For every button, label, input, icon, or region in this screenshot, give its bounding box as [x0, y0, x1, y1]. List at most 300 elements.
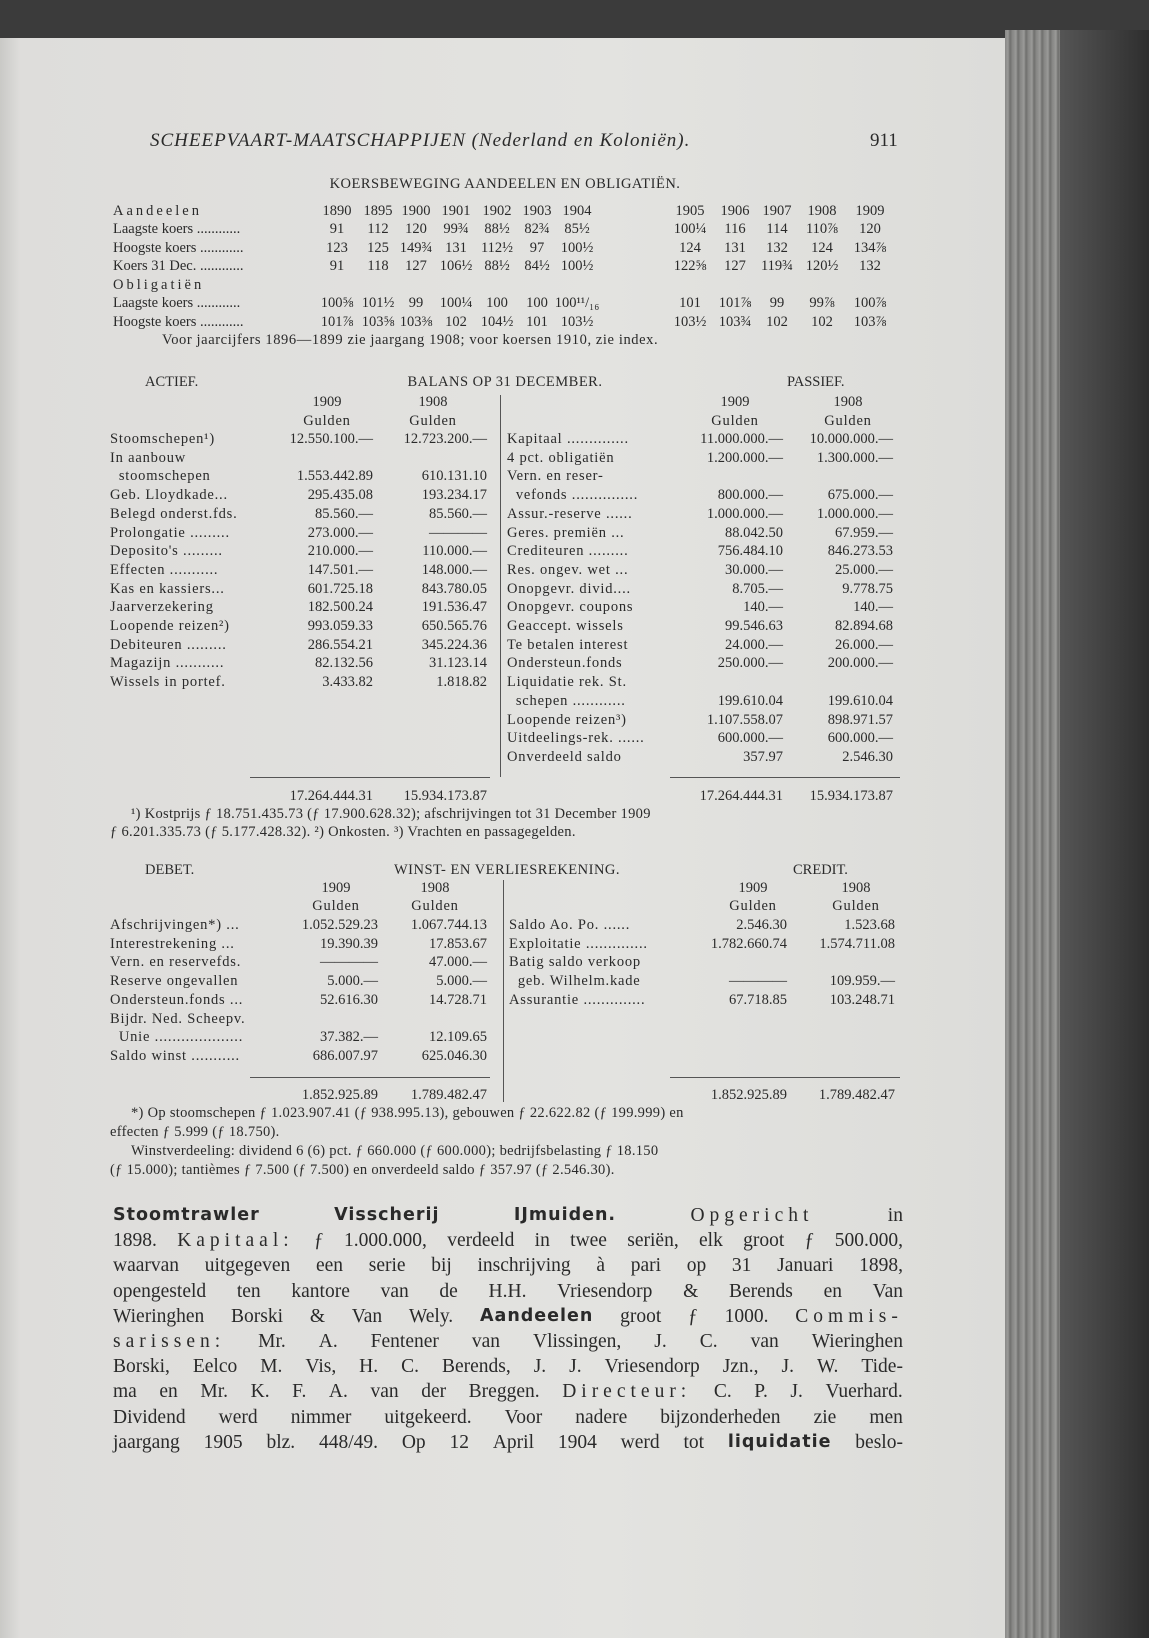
unit-header: Gulden: [711, 413, 759, 429]
koers-row-label: Hoogste koers ............: [113, 313, 244, 330]
koers-value: 132: [766, 239, 788, 256]
article-text: een: [315, 1255, 344, 1277]
actief-row-value-1908: 1.818.82: [436, 674, 487, 691]
article-text: Berends,: [441, 1356, 511, 1378]
passief-row-value-1908: 199.610.04: [827, 692, 893, 709]
total-rule: [670, 777, 900, 778]
total-rule: [250, 1077, 490, 1078]
article-text: pari: [630, 1255, 662, 1277]
credit-row-value-1908: 103.248.71: [829, 991, 895, 1008]
koers-value: 124: [679, 239, 701, 256]
actief-row-value-1909: 993.059.33: [307, 618, 373, 634]
passief-row-value-1909: 357.97: [743, 748, 783, 765]
article-text: 1905: [203, 1431, 243, 1453]
article-text: A.: [318, 1330, 338, 1352]
article-text: groot: [743, 1230, 785, 1252]
passief-row-label: Liquidatie rek. St.: [507, 674, 627, 691]
article-text: K.: [250, 1381, 270, 1403]
actief-row-value-1908: 31.123.14: [429, 655, 487, 672]
total-rule: [670, 1077, 900, 1078]
koers-value: 100¼: [439, 295, 473, 311]
credit-row-value-1909: 1.782.660.74: [710, 935, 787, 952]
debet-row-value-1909: 1.052.529.23: [301, 917, 378, 933]
debet-row-value-1908: 17.853.67: [429, 935, 487, 952]
debet-row-value-1908: 5.000.—: [436, 973, 487, 990]
actief-row-value-1908: 650.565.76: [421, 618, 487, 634]
passief-row-value-1908: 600.000.—: [827, 730, 893, 747]
year-header: 1908: [418, 394, 448, 410]
year-header: 1908: [833, 394, 863, 410]
actief-row-value-1909: 147.501.—: [307, 561, 373, 578]
article-text: men: [869, 1406, 903, 1428]
article-text: werd: [620, 1431, 660, 1453]
credit-row-value-1908: 1.523.68: [844, 917, 895, 933]
article-text: inschrijving: [477, 1255, 571, 1277]
article-text: beslo-: [855, 1431, 903, 1453]
article-text: van: [750, 1330, 779, 1352]
year-header: 1906: [720, 203, 750, 219]
passief-row-label: Onopgevr. divid....: [507, 580, 631, 597]
article-text: waarvan: [113, 1255, 180, 1277]
koers-value: 119¾: [760, 258, 794, 274]
bold-term: Visscherij: [334, 1205, 440, 1225]
year-header: 1905: [675, 203, 705, 219]
koers-value: 103⅞: [853, 313, 887, 330]
article-text: J.: [533, 1356, 547, 1378]
article-text: &: [683, 1280, 699, 1302]
article-text: Voor: [504, 1406, 543, 1428]
passief-row-value-1909: 140.—: [743, 599, 783, 616]
actief-heading: ACTIEF.: [145, 374, 199, 390]
koers-row-label: Laagste koers ............: [113, 295, 241, 311]
article-text: Eelco: [192, 1356, 238, 1378]
passief-row-value-1909: 30.000.—: [725, 561, 783, 578]
credit-row-value-1908: 1.574.711.08: [819, 935, 895, 952]
koers-value: 114: [766, 221, 788, 237]
koers-value: 99: [408, 295, 424, 311]
article-text: J.: [790, 1381, 803, 1403]
year-header: 1895: [363, 203, 393, 219]
koers-note: Voor jaarcijfers 1896—1899 zie jaargang 1908; voor koersen 1910, zie index.: [162, 332, 659, 348]
koers-value: 116: [724, 221, 746, 237]
koers-value: 100⅞: [853, 295, 887, 311]
koers-value: 97: [529, 239, 545, 256]
article-text: werd: [218, 1406, 258, 1428]
passief-row-value-1909: 88.042.50: [725, 524, 783, 541]
koers-value: 99⅞: [809, 295, 835, 311]
spaced-term: Directeur:: [562, 1381, 692, 1403]
actief-row-label: Belegd onderst.fds.: [110, 505, 238, 522]
koers-value: 124: [811, 239, 833, 256]
credit-total-1909: 1.852.925.89: [710, 1087, 787, 1103]
article-text: in: [534, 1230, 550, 1252]
article-text: 500.000,: [834, 1230, 903, 1252]
spaced-term: Opgericht: [690, 1205, 814, 1226]
credit-row-label: geb. Wilhelm.kade: [509, 973, 641, 990]
passief-row-label: Te betalen interest: [507, 636, 629, 653]
actief-row-value-1908: 843.780.05: [421, 580, 487, 597]
koers-value: 82¾: [524, 221, 550, 237]
koers-value: 85½: [564, 221, 590, 237]
passief-row-value-1908: 26.000.—: [835, 636, 893, 653]
year-header: 1908: [841, 880, 871, 896]
actief-row-label: Debiteuren .........: [110, 636, 227, 653]
actief-row-label: Effecten ...........: [110, 561, 219, 578]
credit-row-value-1909: ————: [729, 973, 787, 990]
passief-row-label: 4 pct. obligatiën: [507, 449, 615, 466]
article-text: C.: [699, 1330, 718, 1352]
debet-row-value-1909: ————: [320, 954, 378, 971]
page-number: 911: [870, 130, 898, 151]
credit-heading: CREDIT.: [793, 862, 848, 878]
column-divider: [503, 880, 504, 1102]
debet-row-label: Ondersteun.fonds ...: [110, 991, 244, 1008]
passief-row-value-1909: 199.610.04: [717, 692, 783, 709]
year-header: 1909: [720, 394, 750, 410]
credit-row-value-1909: 2.546.30: [736, 917, 787, 933]
passief-row-value-1909: 600.000.—: [717, 730, 783, 747]
article-text: Borski,: [113, 1356, 170, 1378]
article-line: [113, 1304, 903, 1329]
passief-row-label: Res. ongev. wet ...: [507, 561, 629, 578]
passief-row-label: Onverdeeld saldo: [507, 748, 622, 765]
actief-row-value-1908: 85.560.—: [429, 505, 487, 522]
year-header: 1902: [482, 203, 512, 219]
passief-row-value-1908: 846.273.53: [827, 543, 893, 560]
passief-row-value-1908: 898.971.57: [827, 711, 893, 728]
koers-value: 127: [405, 258, 427, 274]
article-text: der: [421, 1381, 447, 1403]
article-text: en: [159, 1381, 178, 1403]
passief-row-label: Crediteuren .........: [507, 543, 629, 560]
koers-value: 101: [526, 313, 548, 330]
debet-row-label: Reserve ongevallen: [110, 973, 239, 990]
article-line: [113, 1405, 903, 1430]
article-text: 1.000.000,: [344, 1230, 427, 1252]
spaced-term: Kapitaal:: [177, 1230, 294, 1252]
koers-value: 125: [367, 239, 389, 256]
article-text: in: [887, 1205, 903, 1226]
passief-row-label: Geaccept. wissels: [507, 618, 624, 634]
passief-row-label: Uitdeelings-rek. ......: [507, 730, 645, 747]
winst-footnote: *) Op stoomschepen ƒ 1.023.907.41 (ƒ 938.995.13), gebouwen ƒ 22.622.82 (ƒ 199.999) en: [131, 1105, 684, 1121]
actief-row-value-1908: 345.224.36: [421, 636, 487, 653]
article-text: C.: [401, 1356, 419, 1378]
article-line: [113, 1279, 903, 1304]
article-text: ƒ: [313, 1230, 324, 1252]
koers-value: 101½: [361, 295, 395, 311]
passief-row-value-1908: 140.—: [853, 599, 893, 616]
article-text: A.: [328, 1381, 348, 1403]
actief-row-value-1908: ————: [429, 524, 487, 541]
year-header: 1909: [855, 203, 885, 219]
koers-value: 127: [724, 258, 746, 274]
debet-row-value-1909: 5.000.—: [327, 973, 378, 990]
actief-row-value-1909: 82.132.56: [315, 655, 373, 672]
debet-total-1909: 1.852.925.89: [301, 1087, 378, 1103]
koers-value: 112½: [480, 239, 514, 256]
article-text: opengesteld: [113, 1280, 207, 1302]
debet-row-label: Interestrekening ...: [110, 935, 235, 952]
bold-term: Stoomtrawler: [113, 1205, 260, 1225]
article-text: Vlissingen,: [533, 1330, 622, 1352]
actief-row-value-1909: 3.433.82: [322, 674, 373, 691]
article-text: ten: [236, 1280, 261, 1302]
passief-row-label: Kapitaal ..............: [507, 431, 629, 447]
article-text: Vriesendorp: [557, 1280, 653, 1302]
article-text: van: [370, 1381, 399, 1403]
article-text: 1904: [557, 1431, 597, 1453]
article-text: 12: [449, 1431, 470, 1453]
passief-row-value-1909: 11.000.000.—: [700, 431, 783, 447]
koers-value: 102: [766, 313, 788, 330]
winst-footnote: effecten ƒ 5.999 (ƒ 18.750).: [110, 1124, 280, 1140]
passief-row-value-1908: 25.000.—: [835, 561, 893, 578]
article-line: [113, 1203, 903, 1228]
article-text: bijzonderheden: [660, 1406, 781, 1428]
actief-row-label: Geb. Lloydkade...: [110, 487, 228, 504]
actief-row-label: Stoomschepen¹): [110, 431, 215, 447]
article-text: groot: [620, 1305, 662, 1327]
article-text: Wieringhen: [113, 1305, 205, 1327]
passief-row-value-1909: 1.107.558.07: [706, 711, 783, 728]
article-text: Vis,: [305, 1356, 337, 1378]
actief-row-value-1909: 85.560.—: [315, 505, 373, 522]
actief-row-value-1908: 148.000.—: [421, 561, 487, 578]
passief-row-label: Loopende reizen³): [507, 711, 627, 728]
koers-value: 101: [679, 295, 701, 311]
unit-header: Gulden: [312, 898, 360, 914]
debet-total-1908: 1.789.482.47: [410, 1087, 487, 1103]
year-header: 1904: [562, 203, 592, 219]
winst-footnote: Winstverdeeling: dividend 6 (6) pct. ƒ 660.000 (ƒ 600.000); bedrijfsbelasting ƒ 18.150: [131, 1143, 659, 1159]
debet-row-value-1909: 37.382.—: [320, 1029, 378, 1046]
debet-row-value-1908: 625.046.30: [421, 1047, 487, 1064]
article-text: Berends: [728, 1280, 793, 1302]
article-text: M.: [260, 1356, 283, 1378]
koers-value: 99: [769, 295, 785, 311]
koers-value: 88½: [484, 258, 510, 274]
bold-term: Aandeelen: [479, 1305, 594, 1326]
passief-total-1908: 15.934.173.87: [809, 788, 893, 804]
article-text: uitgekeerd.: [384, 1406, 472, 1428]
article-text: W.: [816, 1356, 839, 1378]
article-text: op: [686, 1255, 707, 1277]
year-header: 1900: [401, 203, 431, 219]
actief-row-value-1909: 182.500.24: [307, 599, 373, 616]
unit-header: Gulden: [824, 413, 872, 429]
spaced-term: sarissen:: [113, 1330, 226, 1352]
article-text: Dividend: [113, 1406, 186, 1428]
actief-row-label: Magazijn ...........: [110, 655, 225, 672]
passief-row-value-1909: 8.705.—: [732, 580, 783, 597]
article-text: Jzn.,: [722, 1356, 759, 1378]
article-text: 31: [731, 1255, 752, 1277]
running-header-title: SCHEEPVAART-MAATSCHAPPIJEN (Nederland en Koloniën).: [150, 130, 691, 151]
koers-value: 100½: [560, 258, 594, 274]
article-text: J.: [569, 1356, 582, 1378]
debet-row-label: Unie ....................: [110, 1029, 244, 1046]
article-text: elk: [699, 1230, 723, 1252]
koers-row-label: Hoogste koers ............: [113, 239, 244, 256]
passief-row-value-1908: 10.000.000.—: [809, 431, 893, 447]
koers-value: 84½: [524, 258, 550, 274]
passief-row-value-1909: 99.546.63: [725, 618, 783, 634]
year-header: 1909: [321, 880, 351, 896]
koers-value: 118: [367, 258, 389, 274]
bold-term: IJmuiden.: [513, 1205, 617, 1225]
koers-value: 99¾: [443, 221, 469, 237]
article-text: 1898,: [859, 1255, 903, 1277]
passief-row-label: Assur.-reserve ......: [507, 505, 633, 522]
aandeelen-label: Aandeelen: [113, 203, 202, 219]
article-text: de: [439, 1280, 458, 1302]
passief-row-value-1908: 9.778.75: [842, 580, 893, 597]
koers-value: 110⅞: [805, 221, 839, 237]
koers-value: 100¼: [673, 221, 707, 237]
article-text: Wieringhen: [811, 1330, 903, 1352]
article-text: Borski: [231, 1305, 284, 1327]
article-text: J.: [654, 1330, 667, 1352]
koers-row-label: Koers 31 Dec. ............: [113, 258, 244, 274]
article-text: 1000.: [724, 1305, 769, 1327]
debet-heading: DEBET.: [145, 862, 195, 878]
balans-footnote: ƒ 6.201.335.73 (ƒ 5.177.428.32). ²) Onkosten. ³) Vrachten en passagegelden.: [110, 824, 576, 840]
actief-row-value-1908: 610.131.10: [421, 468, 487, 485]
passief-row-value-1909: 756.484.10: [717, 543, 783, 560]
article-text: serie: [368, 1255, 406, 1277]
koers-value: 131: [724, 239, 746, 256]
koers-value: 103¾: [718, 313, 752, 330]
koers-value: 131: [445, 239, 467, 256]
koers-value: 122⅝: [673, 258, 707, 274]
koers-value: 132: [859, 258, 881, 274]
article-text: Van: [351, 1305, 383, 1327]
bold-term: liquidatie: [727, 1431, 832, 1452]
article-text: Op: [401, 1431, 426, 1453]
article-text: Mr.: [200, 1381, 229, 1403]
passief-row-label: Vern. en reser-: [507, 468, 604, 485]
article-text: April: [492, 1431, 535, 1453]
actief-row-value-1909: 210.000.—: [307, 543, 373, 560]
article-text: Van: [872, 1280, 903, 1302]
actief-row-label: In aanbouw: [110, 449, 187, 466]
passief-heading: PASSIEF.: [787, 374, 845, 390]
passief-row-value-1909: 24.000.—: [725, 636, 783, 653]
article-line: [113, 1430, 903, 1455]
passief-row-value-1908: 67.959.—: [835, 524, 893, 541]
koers-value: 91: [329, 221, 345, 237]
year-header: 1909: [312, 394, 342, 410]
actief-row-label: Loopende reizen²): [110, 618, 230, 634]
article-text: 1898.: [113, 1230, 157, 1252]
year-header: 1908: [807, 203, 837, 219]
actief-total-1908: 15.934.173.87: [403, 788, 487, 804]
actief-row-label: Jaarverzekering: [110, 599, 214, 616]
article-line: [113, 1228, 903, 1253]
actief-row-value-1909: 295.435.08: [307, 487, 373, 504]
credit-row-value-1909: 67.718.85: [729, 991, 787, 1008]
article-text: H.H.: [488, 1280, 527, 1302]
credit-row-label: Exploitatie ..............: [509, 935, 648, 952]
actief-row-label: Kas en kassiers...: [110, 580, 225, 597]
article-text: van: [471, 1330, 501, 1352]
koers-value: 100: [486, 295, 508, 311]
passief-row-value-1909: 1.200.000.—: [706, 449, 783, 466]
unit-header: Gulden: [303, 413, 351, 429]
balans-footnote: ¹) Kostprijs ƒ 18.751.435.73 (ƒ 17.900.628.32); afschrijvingen tot 31 December 1909: [131, 806, 651, 822]
koers-row-label: Laagste koers ............: [113, 221, 241, 237]
article-text: Mr.: [258, 1330, 286, 1352]
article-text: Tide-: [861, 1356, 903, 1378]
koers-value: 112: [367, 221, 389, 237]
unit-header: Gulden: [409, 413, 457, 429]
article-text: van: [380, 1280, 409, 1302]
article-text: blz.: [266, 1431, 296, 1453]
article-line: [113, 1379, 903, 1404]
passief-row-value-1908: 675.000.—: [827, 487, 893, 504]
actief-row-value-1908: 193.234.17: [421, 487, 487, 504]
article-text: J.: [781, 1356, 794, 1378]
actief-row-value-1908: 191.536.47: [421, 599, 487, 616]
passief-row-value-1908: 2.546.30: [842, 748, 893, 765]
koers-value: 103⅝: [361, 313, 395, 330]
debet-row-value-1908: 47.000.—: [429, 954, 487, 971]
koers-value: 103½: [673, 313, 707, 330]
winst-title: WINST- EN VERLIESREKENING.: [393, 862, 621, 878]
koers-value: 120½: [805, 258, 839, 274]
year-header: 1903: [522, 203, 552, 219]
article-text: zie: [813, 1406, 837, 1428]
passief-row-label: Ondersteun.fonds: [507, 655, 623, 672]
article-text: Breggen.: [468, 1381, 540, 1403]
article-text: P.: [754, 1381, 768, 1403]
passief-row-label: Onopgevr. coupons: [507, 599, 634, 616]
koers-value: 91: [329, 258, 345, 274]
debet-row-label: Bijdr. Ned. Scheepv.: [110, 1010, 246, 1027]
debet-row-label: Saldo winst ...........: [110, 1047, 240, 1064]
year-header: 1901: [441, 203, 471, 219]
unit-header: Gulden: [411, 898, 459, 914]
passief-row-value-1908: 200.000.—: [827, 655, 893, 672]
article-text: Wely.: [408, 1305, 454, 1327]
total-rule: [250, 777, 490, 778]
column-divider: [500, 395, 501, 777]
koers-value: 149¾: [399, 239, 433, 256]
article-text: ƒ: [688, 1305, 698, 1327]
year-header: 1909: [738, 880, 768, 896]
passief-total-1909: 17.264.444.31: [699, 788, 783, 804]
article-text: tot: [683, 1431, 705, 1453]
article-text: 448/49.: [318, 1431, 379, 1453]
article-text: kantore: [291, 1280, 350, 1302]
koers-value: 100: [526, 295, 548, 311]
credit-row-label: Assurantie ..............: [509, 991, 646, 1008]
koers-value: 106½: [439, 258, 473, 274]
article-text: à: [596, 1255, 606, 1277]
koers-value: 88½: [484, 221, 510, 237]
koers-value: 120: [859, 221, 881, 237]
actief-row-value-1909: 286.554.21: [307, 636, 373, 653]
article-line: [113, 1329, 903, 1354]
koers-value: 103⅜: [399, 313, 433, 330]
article-text: Vriesendorp: [604, 1356, 700, 1378]
passief-row-value-1908: 82.894.68: [835, 618, 893, 634]
actief-row-value-1909: 273.000.—: [307, 524, 373, 541]
balans-title: BALANS OP 31 DECEMBER.: [407, 374, 603, 390]
article-text: ma: [113, 1381, 137, 1403]
actief-row-value-1909: 601.725.18: [307, 580, 373, 597]
